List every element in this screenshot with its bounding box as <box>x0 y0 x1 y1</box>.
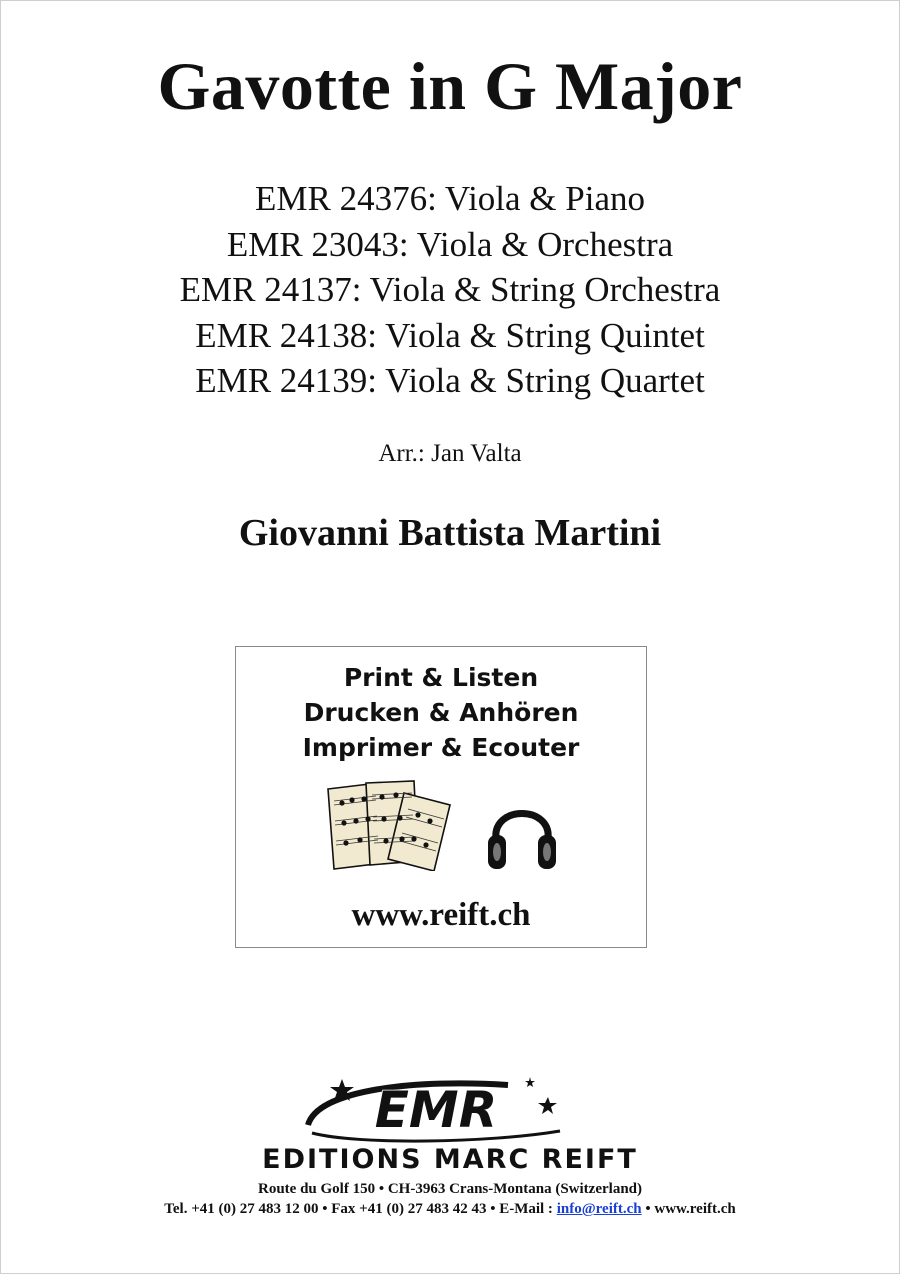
promo-website: www.reift.ch <box>351 897 531 933</box>
edition-item: EMR 24376: Viola & Piano <box>254 179 646 218</box>
promo-line-german: Drucken & Anhören <box>303 698 579 727</box>
headphones-icon <box>486 795 558 873</box>
contact-website: • www.reift.ch <box>641 1201 736 1217</box>
composer-name: Giovanni Battista Martini <box>238 512 662 554</box>
contact-phone-fax: Tel. +41 (0) 27 483 12 00 • Fax +41 (0) 27 483 42 43 • E-Mail : <box>164 1201 557 1217</box>
edition-item: EMR 24137: Viola & String Orchestra <box>179 270 721 309</box>
edition-item: EMR 24139: Viola & String Quartet <box>195 361 705 400</box>
sheet-music-icon <box>326 779 456 871</box>
print-listen-box <box>235 646 647 948</box>
email-link[interactable]: info@reift.ch <box>556 1201 642 1217</box>
edition-list <box>0 176 900 404</box>
promo-line-english: Print & Listen <box>343 663 539 692</box>
publisher-contact <box>0 1201 900 1218</box>
arranger-credit: Arr.: Jan Valta <box>378 440 522 467</box>
emr-logo-text: EMR <box>374 1081 498 1139</box>
publisher-address: Route du Golf 150 • CH-3963 Crans-Montana (Switzerland) <box>258 1181 642 1197</box>
edition-item: EMR 23043: Viola & Orchestra <box>226 224 674 264</box>
edition-item: EMR 24138: Viola & String Quintet <box>195 315 705 355</box>
emr-logo <box>298 1075 578 1147</box>
promo-line-french: Imprimer & Ecouter <box>302 733 580 762</box>
page-title: Gavotte in G Major <box>157 48 743 124</box>
publisher-name: EDITIONS MARC REIFT <box>262 1144 638 1175</box>
